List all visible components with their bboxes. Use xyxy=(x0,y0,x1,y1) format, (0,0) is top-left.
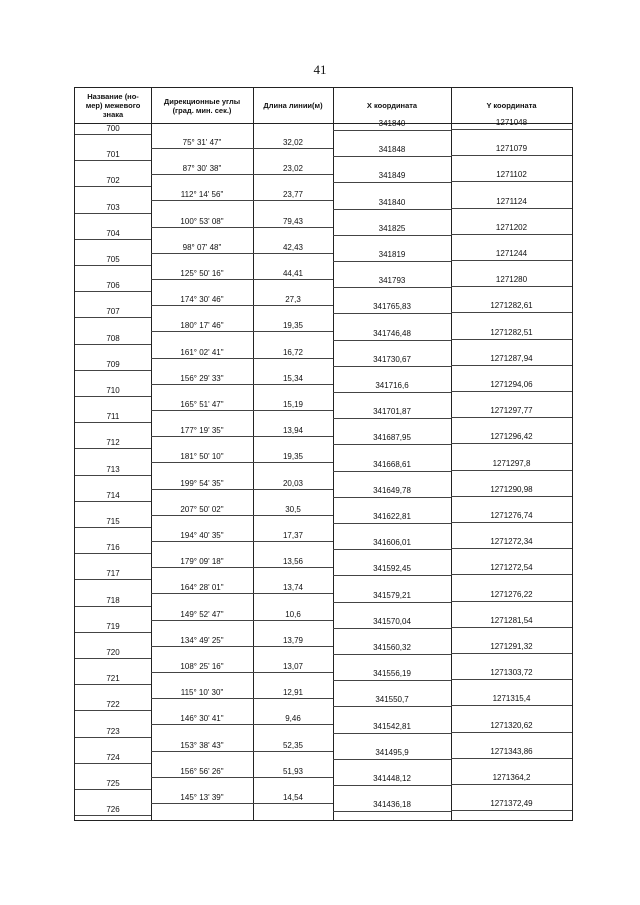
x-coordinate-cell: 341840 xyxy=(378,197,406,207)
line-length-cell: 12,91 xyxy=(282,688,304,698)
point-name-cell: 719 xyxy=(106,621,120,631)
row-divider xyxy=(253,200,333,201)
line-length-cell: 42,43 xyxy=(282,242,304,252)
line-length-cell: 13,79 xyxy=(282,635,304,645)
row-divider xyxy=(451,260,572,261)
row-divider xyxy=(451,522,572,523)
row-divider xyxy=(151,672,253,673)
row-divider xyxy=(333,366,451,367)
y-coordinate-cell: 1271202 xyxy=(495,222,528,232)
direction-angle-cell: 207° 50' 02" xyxy=(180,504,224,514)
point-name-cell: 706 xyxy=(106,281,120,291)
y-coordinate-cell: 1271244 xyxy=(495,249,528,258)
y-coordinate-cell: 1271343,86 xyxy=(490,746,533,756)
row-divider xyxy=(333,209,451,210)
header-y-coordinate: Y координата xyxy=(486,101,537,110)
row-divider xyxy=(151,279,253,280)
row-divider xyxy=(253,305,333,306)
row-divider xyxy=(151,227,253,228)
line-length-cell: 13,56 xyxy=(282,557,304,567)
y-coordinate-cell: 1271294,06 xyxy=(490,380,533,389)
row-divider xyxy=(253,384,333,385)
row-divider xyxy=(151,777,253,778)
row-divider xyxy=(75,658,151,659)
y-coordinate-cell: 1271372,49 xyxy=(490,799,533,809)
row-divider xyxy=(333,497,451,498)
row-divider xyxy=(75,763,151,764)
y-coordinate-cell: 1271276,74 xyxy=(490,511,533,520)
y-coordinate-cell: 1271102 xyxy=(496,170,527,180)
line-length-cell: 13,07 xyxy=(282,662,304,671)
direction-angle-cell: 125° 50' 16" xyxy=(180,269,224,278)
row-divider xyxy=(451,653,572,654)
row-divider xyxy=(333,733,451,734)
x-coordinate-cell: 341556,19 xyxy=(373,669,411,679)
row-divider xyxy=(151,174,253,175)
y-coordinate-cell: 1271315,4 xyxy=(492,694,531,704)
row-divider xyxy=(333,130,451,131)
y-coordinate-cell: 1271320,62 xyxy=(490,720,533,730)
direction-angle-cell: 164° 28' 01" xyxy=(180,583,224,593)
direction-angle-cell: 177° 19' 35" xyxy=(180,426,224,436)
row-divider xyxy=(75,370,151,371)
row-divider xyxy=(75,475,151,476)
point-name-cell: 703 xyxy=(106,202,120,212)
row-divider xyxy=(253,436,333,437)
point-name-cell: 716 xyxy=(106,543,120,553)
row-divider xyxy=(75,632,151,633)
row-divider xyxy=(451,548,572,549)
row-divider xyxy=(333,156,451,157)
point-name-cell: 720 xyxy=(106,648,120,657)
row-divider xyxy=(75,265,151,266)
row-divider xyxy=(253,253,333,254)
row-divider xyxy=(75,239,151,240)
row-divider xyxy=(333,418,451,419)
x-coordinate-cell: 341840 xyxy=(378,119,406,128)
header-line-length: Длина линии(м) xyxy=(263,101,323,110)
point-name-cell: 702 xyxy=(106,176,120,186)
row-divider xyxy=(75,501,151,502)
point-name-cell: 710 xyxy=(106,386,120,395)
direction-angle-cell: 112° 14' 56" xyxy=(180,190,224,200)
row-divider xyxy=(253,593,333,594)
row-divider xyxy=(75,606,151,607)
line-length-cell: 15,34 xyxy=(282,373,304,383)
direction-angle-cell: 115° 10' 30" xyxy=(180,688,224,698)
x-coordinate-cell: 341793 xyxy=(378,276,406,286)
direction-angle-cell: 180° 17' 46" xyxy=(180,321,224,331)
line-length-cell: 30,5 xyxy=(285,504,301,514)
row-divider xyxy=(253,227,333,228)
row-divider xyxy=(451,601,572,602)
line-length-cell: 16,72 xyxy=(282,347,304,357)
x-coordinate-cell: 341848 xyxy=(378,145,406,155)
direction-angle-cell: 134° 49' 25" xyxy=(180,635,224,645)
row-divider xyxy=(151,489,253,490)
row-divider xyxy=(253,672,333,673)
row-divider xyxy=(151,751,253,752)
row-divider xyxy=(253,541,333,542)
y-coordinate-cell: 1271297,77 xyxy=(490,406,533,416)
row-divider xyxy=(253,646,333,647)
x-coordinate-cell: 341687,95 xyxy=(373,433,411,443)
point-name-cell: 709 xyxy=(106,359,120,369)
direction-angle-cell: 174° 30' 46" xyxy=(180,295,224,305)
row-divider xyxy=(151,567,253,568)
line-length-cell: 19,35 xyxy=(282,321,304,331)
row-divider xyxy=(75,291,151,292)
header-point-name: Название (но- мер) межевого знака xyxy=(85,92,141,119)
x-coordinate-cell: 341448,12 xyxy=(373,774,411,783)
x-coordinate-cell: 341668,61 xyxy=(373,459,411,469)
row-divider xyxy=(451,732,572,733)
point-name-cell: 701 xyxy=(106,150,120,160)
y-coordinate-cell: 1271282,51 xyxy=(490,327,533,337)
y-coordinate-cell: 1271297,8 xyxy=(492,458,531,468)
row-divider xyxy=(75,422,151,423)
line-length-cell: 23,77 xyxy=(282,190,304,200)
row-divider xyxy=(253,331,333,332)
direction-angle-cell: 145° 13' 39" xyxy=(180,793,224,802)
row-divider xyxy=(75,553,151,554)
row-divider xyxy=(253,358,333,359)
row-divider xyxy=(75,186,151,187)
row-divider xyxy=(451,496,572,497)
line-length-cell: 9,46 xyxy=(285,714,301,724)
point-name-cell: 724 xyxy=(106,752,120,762)
y-coordinate-cell: 1271290,98 xyxy=(490,484,533,494)
x-coordinate-cell: 341746,48 xyxy=(373,328,411,338)
line-length-cell: 13,74 xyxy=(282,583,304,593)
direction-angle-cell: 149° 52' 47" xyxy=(180,609,224,619)
row-divider xyxy=(75,710,151,711)
row-divider xyxy=(333,287,451,288)
row-divider xyxy=(451,391,572,392)
row-divider xyxy=(75,815,151,816)
line-length-cell: 14,54 xyxy=(282,793,304,802)
row-divider xyxy=(451,181,572,182)
y-coordinate-cell: 1271364,2 xyxy=(492,773,531,782)
line-length-cell: 44,41 xyxy=(282,269,304,278)
row-divider xyxy=(75,684,151,685)
point-name-cell: 726 xyxy=(106,805,120,815)
x-coordinate-cell: 341716,6 xyxy=(375,381,409,390)
direction-angle-cell: 87° 30' 38" xyxy=(182,164,222,174)
row-divider xyxy=(253,174,333,175)
row-divider xyxy=(333,759,451,760)
row-divider xyxy=(333,392,451,393)
x-coordinate-cell: 341436,18 xyxy=(373,800,411,810)
x-coordinate-cell: 341542,81 xyxy=(373,721,411,731)
row-divider xyxy=(333,523,451,524)
row-divider xyxy=(151,331,253,332)
y-coordinate-cell: 1271272,34 xyxy=(490,537,533,547)
row-divider xyxy=(451,758,572,759)
x-coordinate-cell: 341765,83 xyxy=(373,302,411,312)
row-divider xyxy=(75,527,151,528)
row-divider xyxy=(333,654,451,655)
line-length-cell: 20,03 xyxy=(282,478,304,488)
line-length-cell: 79,43 xyxy=(282,216,304,226)
direction-angle-cell: 146° 30' 41" xyxy=(180,714,224,724)
x-coordinate-cell: 341579,21 xyxy=(373,590,411,600)
x-coordinate-cell: 341592,45 xyxy=(373,564,411,574)
direction-angle-cell: 108° 25' 16" xyxy=(180,662,224,671)
row-divider xyxy=(75,317,151,318)
line-length-cell: 23,02 xyxy=(282,164,304,174)
row-divider xyxy=(253,462,333,463)
direction-angle-cell: 153° 38' 43" xyxy=(180,740,224,750)
row-divider xyxy=(333,444,451,445)
line-length-cell: 27,3 xyxy=(285,295,301,305)
direction-angle-cell: 156° 56' 26" xyxy=(180,766,224,776)
point-name-cell: 718 xyxy=(106,595,120,605)
row-divider xyxy=(75,737,151,738)
x-coordinate-cell: 341849 xyxy=(378,171,406,181)
y-coordinate-cell: 1271124 xyxy=(496,196,527,206)
row-divider xyxy=(451,234,572,235)
row-divider xyxy=(253,777,333,778)
coordinates-table xyxy=(74,87,573,821)
row-divider xyxy=(253,279,333,280)
row-divider xyxy=(451,312,572,313)
row-divider xyxy=(333,628,451,629)
y-coordinate-cell: 1271276,22 xyxy=(490,589,533,599)
row-divider xyxy=(333,235,451,236)
row-divider xyxy=(151,253,253,254)
row-divider xyxy=(253,489,333,490)
row-divider xyxy=(451,627,572,628)
x-coordinate-cell: 341570,04 xyxy=(373,616,411,626)
row-divider xyxy=(253,410,333,411)
row-divider xyxy=(451,810,572,811)
row-divider xyxy=(333,575,451,576)
row-divider xyxy=(151,410,253,411)
line-length-cell: 17,37 xyxy=(282,531,304,540)
row-divider xyxy=(253,751,333,752)
x-coordinate-cell: 341819 xyxy=(378,250,406,259)
row-divider xyxy=(151,698,253,699)
direction-angle-cell: 165° 51' 47" xyxy=(180,400,224,409)
line-length-cell: 52,35 xyxy=(282,740,304,750)
row-divider xyxy=(333,471,451,472)
row-divider xyxy=(253,698,333,699)
row-divider xyxy=(151,646,253,647)
point-name-cell: 713 xyxy=(106,464,120,474)
x-coordinate-cell: 341730,67 xyxy=(373,354,411,364)
y-coordinate-cell: 1271280 xyxy=(495,275,528,285)
row-divider xyxy=(151,593,253,594)
x-coordinate-cell: 341550,7 xyxy=(375,695,409,705)
line-length-cell: 15,19 xyxy=(282,400,304,409)
line-length-cell: 32,02 xyxy=(282,138,304,147)
row-divider xyxy=(151,148,253,149)
x-coordinate-cell: 341622,81 xyxy=(373,512,411,521)
point-name-cell: 714 xyxy=(106,490,120,500)
row-divider xyxy=(333,680,451,681)
page-number: 41 xyxy=(313,62,327,77)
row-divider xyxy=(333,313,451,314)
row-divider xyxy=(253,803,333,804)
row-divider xyxy=(75,344,151,345)
row-divider xyxy=(253,515,333,516)
line-length-cell: 10,6 xyxy=(285,609,301,619)
row-divider xyxy=(151,620,253,621)
row-divider xyxy=(333,182,451,183)
y-coordinate-cell: 1271296,42 xyxy=(490,432,533,442)
row-divider xyxy=(253,724,333,725)
header-direction-angle: Дирекционные углы (град. мин. сек.) xyxy=(163,96,241,115)
x-coordinate-cell: 341825 xyxy=(378,223,406,233)
row-divider xyxy=(333,340,451,341)
point-name-cell: 700 xyxy=(106,124,120,133)
row-divider xyxy=(253,567,333,568)
row-divider xyxy=(253,148,333,149)
point-name-cell: 721 xyxy=(106,674,120,684)
line-length-cell: 13,94 xyxy=(282,426,304,436)
row-divider xyxy=(333,785,451,786)
row-divider xyxy=(151,724,253,725)
direction-angle-cell: 98° 07' 48" xyxy=(182,242,222,252)
row-divider xyxy=(333,261,451,262)
row-divider xyxy=(333,811,451,812)
y-coordinate-cell: 1271287,94 xyxy=(490,353,533,363)
line-length-cell: 19,35 xyxy=(282,452,304,462)
row-divider xyxy=(333,706,451,707)
row-divider xyxy=(451,470,572,471)
row-divider xyxy=(451,574,572,575)
row-divider xyxy=(151,541,253,542)
point-name-cell: 707 xyxy=(106,307,120,317)
y-coordinate-cell: 1271079 xyxy=(495,144,528,154)
x-coordinate-cell: 341560,32 xyxy=(373,643,411,652)
y-coordinate-cell: 1271303,72 xyxy=(490,668,533,678)
header-x-coordinate: X координата xyxy=(366,101,418,110)
row-divider xyxy=(451,155,572,156)
row-divider xyxy=(151,436,253,437)
direction-angle-cell: 161° 02' 41" xyxy=(180,347,224,357)
row-divider xyxy=(75,160,151,161)
row-divider xyxy=(451,705,572,706)
row-divider xyxy=(75,396,151,397)
point-name-cell: 715 xyxy=(106,517,120,526)
row-divider xyxy=(333,549,451,550)
row-divider xyxy=(451,679,572,680)
y-coordinate-cell: 1271282,61 xyxy=(490,301,533,311)
x-coordinate-cell: 341606,01 xyxy=(373,538,411,548)
direction-angle-cell: 156° 29' 33" xyxy=(180,373,224,383)
x-coordinate-cell: 341495,9 xyxy=(375,747,409,757)
row-divider xyxy=(75,579,151,580)
y-coordinate-cell: 1271048 xyxy=(495,118,528,127)
direction-angle-cell: 100° 53' 08" xyxy=(180,216,224,226)
row-divider xyxy=(75,789,151,790)
point-name-cell: 712 xyxy=(106,438,120,448)
x-coordinate-cell: 341649,78 xyxy=(373,485,411,495)
row-divider xyxy=(451,417,572,418)
x-coordinate-cell: 341701,87 xyxy=(373,407,411,417)
y-coordinate-cell: 1271272,54 xyxy=(490,563,533,573)
y-coordinate-cell: 1271291,32 xyxy=(490,642,533,651)
row-divider xyxy=(451,208,572,209)
row-divider xyxy=(151,384,253,385)
row-divider xyxy=(253,620,333,621)
point-name-cell: 705 xyxy=(106,255,120,264)
direction-angle-cell: 179° 09' 18" xyxy=(180,557,224,567)
point-name-cell: 723 xyxy=(106,726,120,736)
row-divider xyxy=(333,602,451,603)
direction-angle-cell: 75° 31' 47" xyxy=(182,138,222,147)
direction-angle-cell: 181° 50' 10" xyxy=(180,452,224,462)
row-divider xyxy=(451,286,572,287)
direction-angle-cell: 194° 40' 35" xyxy=(180,531,224,540)
point-name-cell: 704 xyxy=(106,228,120,238)
point-name-cell: 708 xyxy=(106,333,120,343)
row-divider xyxy=(151,305,253,306)
row-divider xyxy=(451,129,572,130)
row-divider xyxy=(151,358,253,359)
row-divider xyxy=(75,213,151,214)
row-divider xyxy=(75,448,151,449)
row-divider xyxy=(451,784,572,785)
y-coordinate-cell: 1271281,54 xyxy=(490,615,533,625)
row-divider xyxy=(151,803,253,804)
row-divider xyxy=(151,515,253,516)
point-name-cell: 722 xyxy=(106,700,120,710)
row-divider xyxy=(451,443,572,444)
point-name-cell: 717 xyxy=(106,569,120,579)
direction-angle-cell: 199° 54' 35" xyxy=(180,478,224,488)
line-length-cell: 51,93 xyxy=(282,766,304,776)
point-name-cell: 725 xyxy=(106,779,120,788)
row-divider xyxy=(451,339,572,340)
point-name-cell: 711 xyxy=(106,412,120,422)
row-divider xyxy=(151,462,253,463)
row-divider xyxy=(451,365,572,366)
row-divider xyxy=(151,200,253,201)
row-divider xyxy=(75,134,151,135)
